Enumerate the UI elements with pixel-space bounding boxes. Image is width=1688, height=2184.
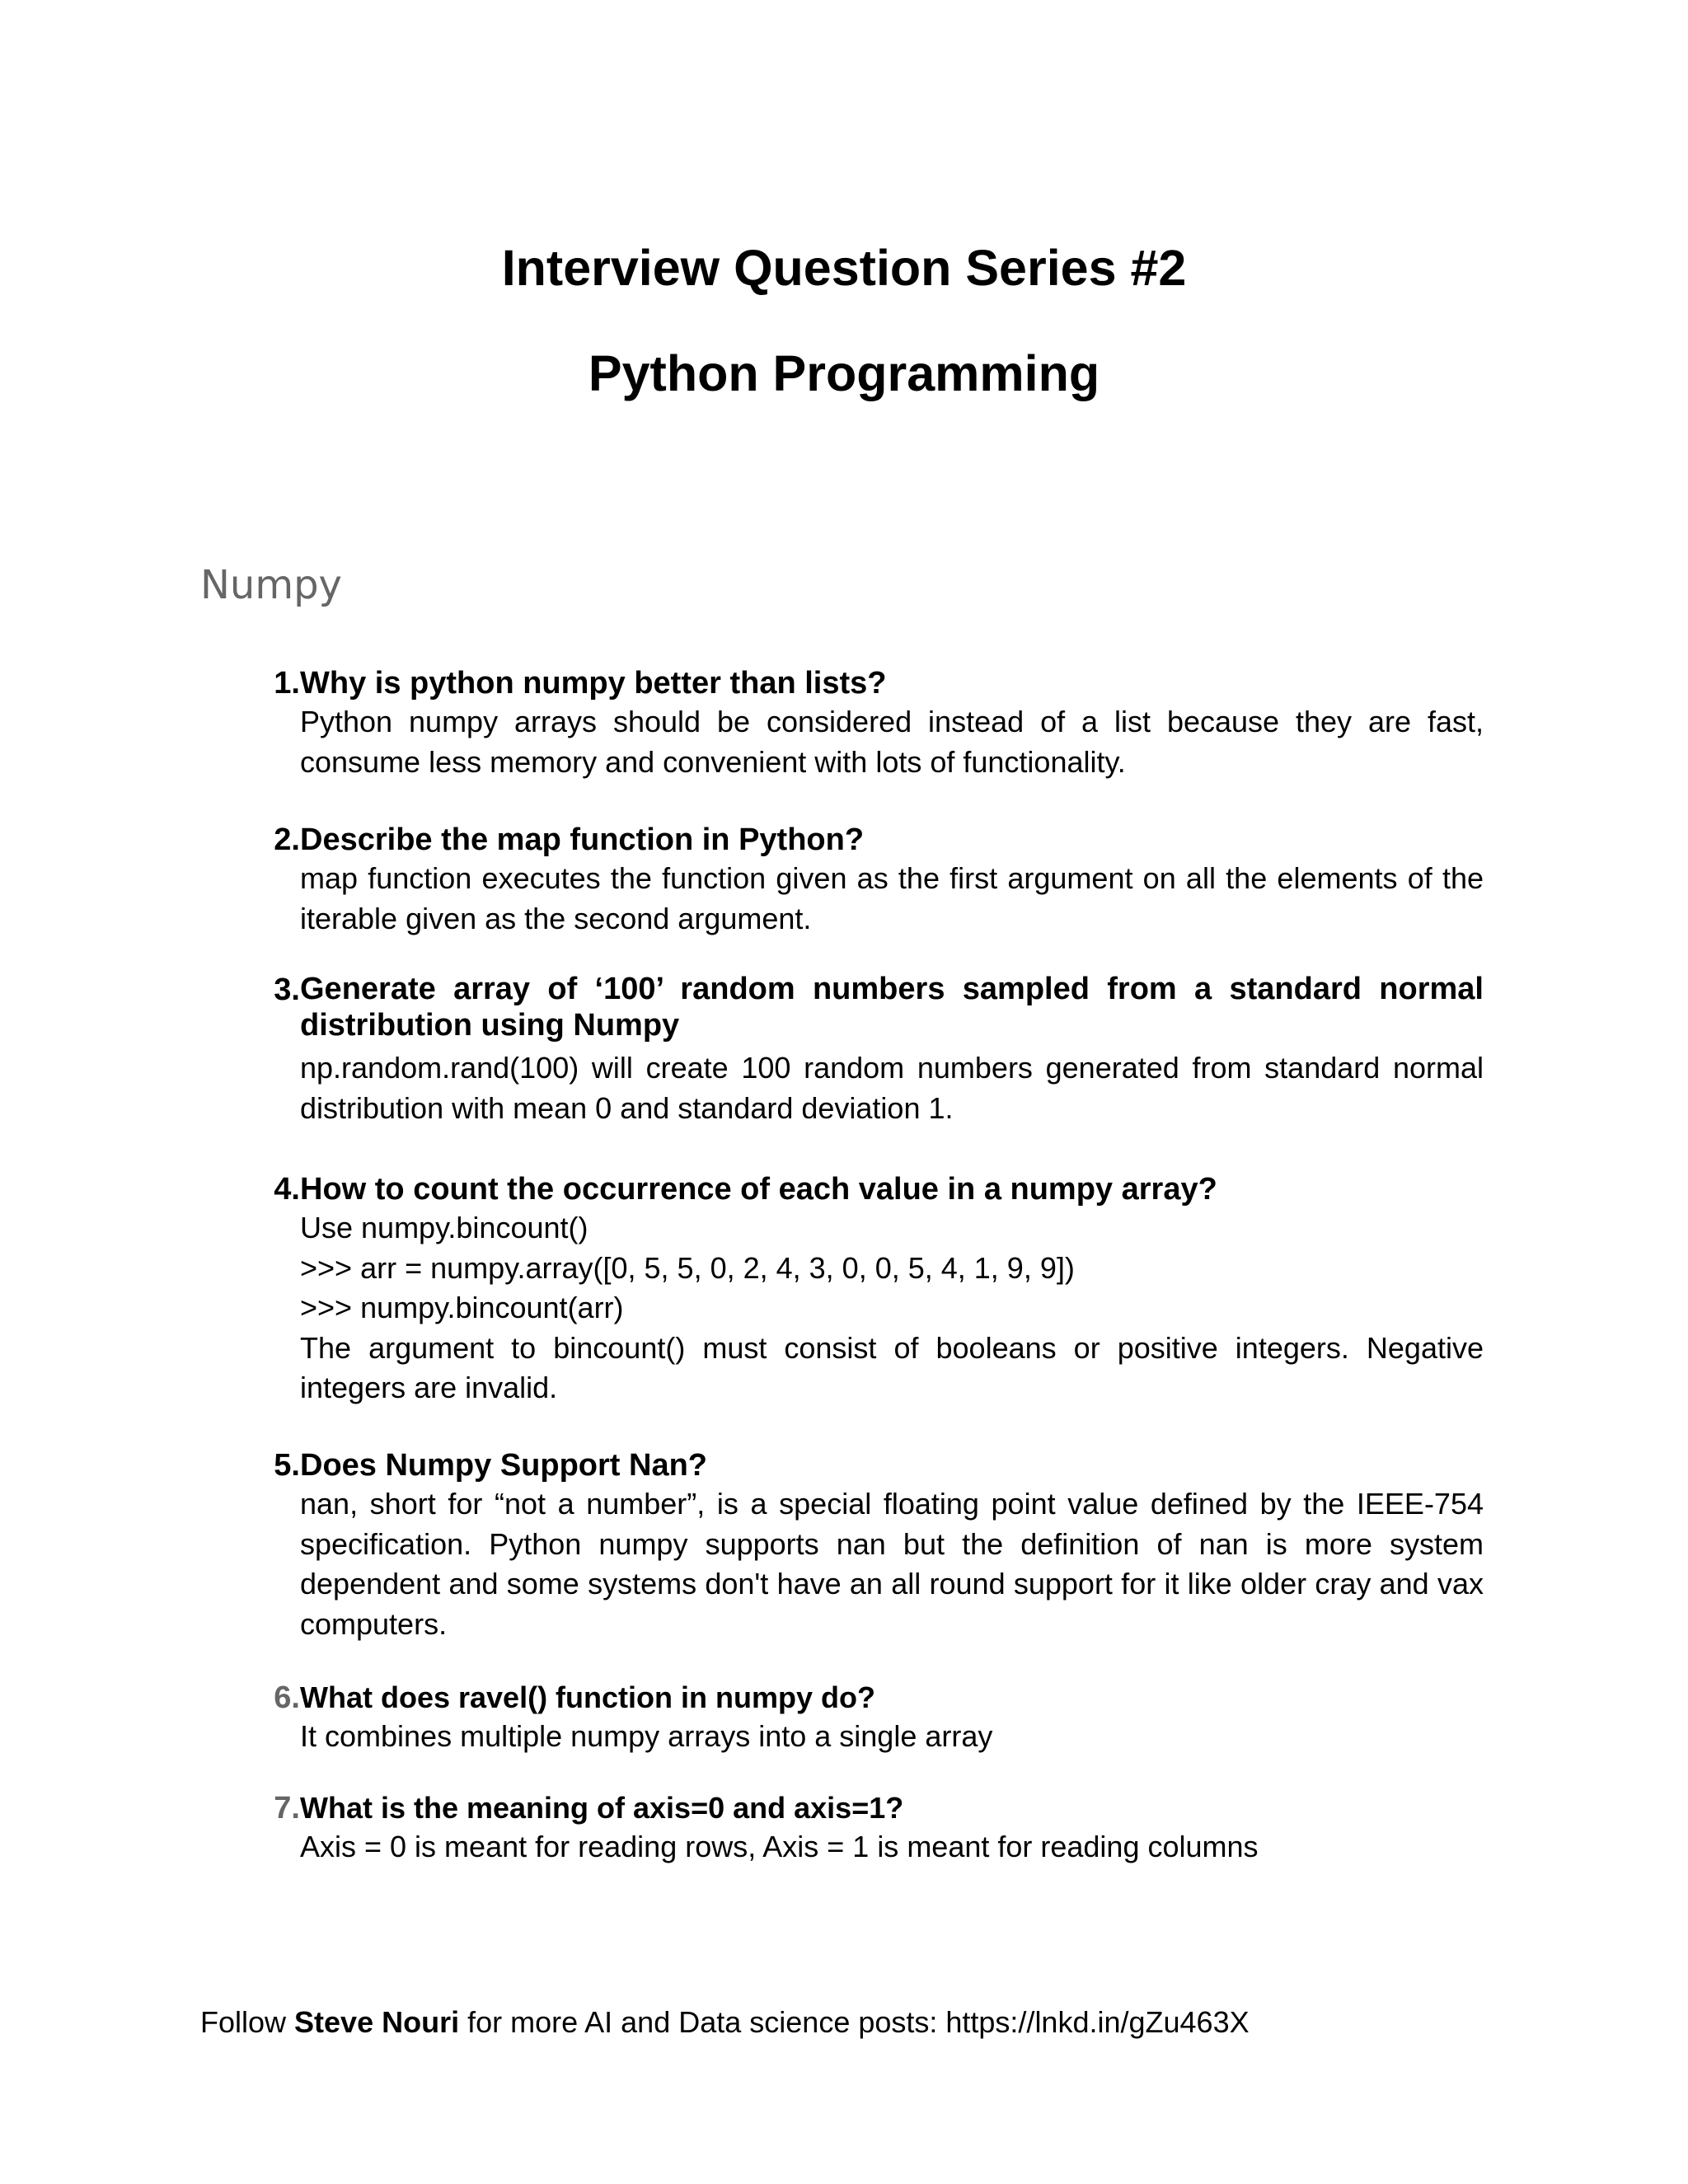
question-item (247, 1170, 1484, 1408)
question-text: Describe the map function in Python? (300, 823, 865, 857)
question-text: Does Numpy Support Nan? (300, 1448, 708, 1483)
question-text: Generate array of ‘100’ random numbers sampled from a standard normal distribution using Numpy (300, 972, 1484, 1043)
answer-text: map function executes the function given as the first argument on all the elements of the iterable given as the second argument. (300, 861, 1484, 935)
question-item (247, 821, 1484, 939)
code-line: >>> numpy.bincount(arr) (300, 1291, 624, 1324)
question-item (247, 1789, 1484, 1868)
question-number: 6. (274, 1680, 300, 1715)
answer-text: Axis = 0 is meant for reading rows, Axis = 1 is meant for reading columns (300, 1830, 1259, 1863)
code-line: >>> arr = numpy.array([0, 5, 5, 0, 2, 4, 3, 0, 0, 5, 4, 1, 9, 9]) (300, 1250, 1075, 1285)
document-subtitle: Python Programming (588, 345, 1100, 401)
question-text: Why is python numpy better than lists? (300, 666, 887, 701)
question-number: 1. (274, 666, 300, 701)
question-item (247, 1679, 1484, 1757)
question-item (247, 971, 1484, 1128)
footer (200, 2003, 1250, 2042)
answer-code-block (300, 1208, 1484, 1329)
document-title: Interview Question Series #2 (501, 240, 1187, 296)
question-number: 2. (274, 823, 300, 857)
answer-text: It combines multiple numpy arrays into a single array (300, 1719, 993, 1753)
footer-author: Steve Nouri (294, 2005, 460, 2039)
answer-text: Python numpy arrays should be considered instead of a list because they are fast, consume less memory and convenient with lots of functionality. (300, 705, 1484, 779)
question-text: What is the meaning of axis=0 and axis=1? (300, 1791, 904, 1825)
question-item (247, 664, 1484, 782)
answer-text: np.random.rand(100) will create 100 random numbers generated from standard normal distribution with mean 0 and standard deviation 1. (300, 1051, 1484, 1125)
answer-text: nan, short for “not a number”, is a special floating point value defined by the IEEE-754 specification. Python numpy supports nan but the definition of nan is more system dependent and some systems don't have an all round support for it like older cray and vax computers. (300, 1487, 1484, 1641)
question-number: 7. (274, 1791, 300, 1825)
question-text: What does ravel() function in numpy do? (300, 1680, 875, 1714)
question-item (247, 1446, 1484, 1644)
question-number: 5. (274, 1448, 300, 1483)
question-number: 3. (274, 972, 300, 1007)
question-text: How to count the occurrence of each value in a numpy array? (300, 1172, 1217, 1207)
answer-line: Use numpy.bincount() (300, 1211, 588, 1244)
question-number: 4. (274, 1172, 300, 1207)
section-heading: Numpy (200, 562, 342, 608)
footer-prefix: Follow (200, 2005, 295, 2039)
answer-text: The argument to bincount() must consist of booleans or positive integers. Negative integers are invalid. (300, 1330, 1484, 1404)
footer-suffix: for more AI and Data science posts: https://lnkd.in/gZu463X (459, 2005, 1250, 2039)
